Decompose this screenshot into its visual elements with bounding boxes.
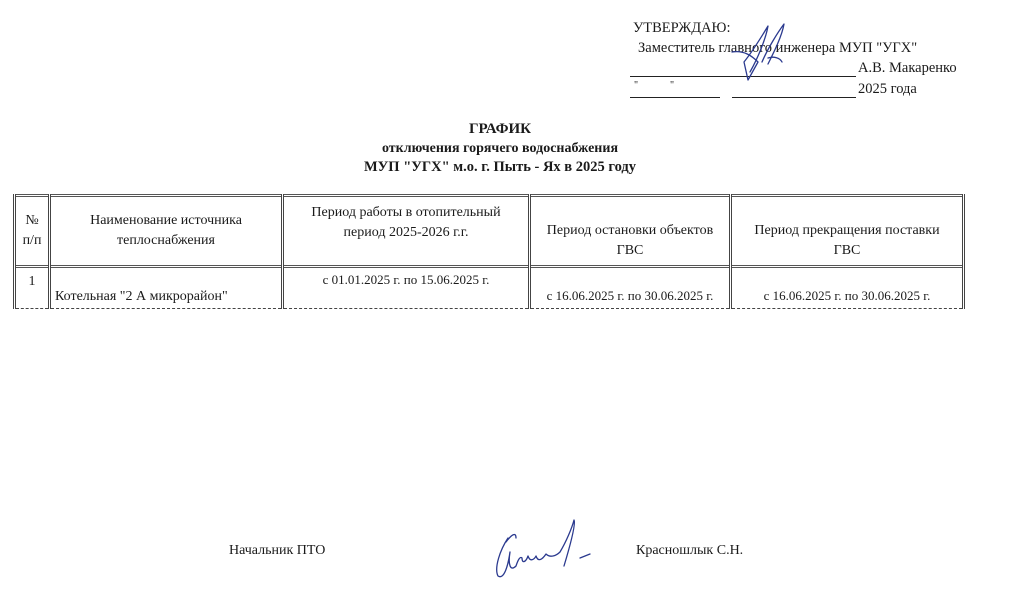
- day-blank: " ": [630, 80, 720, 98]
- title-line-3: МУП "УГХ" м.о. г. Пыть - Ях в 2025 году: [363, 159, 637, 175]
- cell-source: Котельная "2 А микрорайон": [50, 267, 283, 309]
- document-title: [0, 120, 1000, 177]
- table-header-row: [15, 196, 964, 267]
- cell-work-period: с 01.01.2025 г. по 15.06.2025 г.: [283, 267, 530, 309]
- cell-stop-period: с 16.06.2025 г. по 30.06.2025 г.: [530, 267, 731, 309]
- cell-supply-stop-period: с 16.06.2025 г. по 30.06.2025 г.: [731, 267, 964, 309]
- title-line-1: ГРАФИК: [468, 121, 532, 137]
- cell-num: 1: [15, 267, 50, 309]
- title-line-2: отключения горячего водоснабжения: [381, 141, 619, 156]
- footer-role: Начальник ПТО: [229, 543, 326, 558]
- header-supply-stop-period: Период прекращения поставки ГВС: [731, 196, 964, 267]
- header-stop-period: Период остановки объектов ГВС: [530, 196, 731, 267]
- approval-signature-line: [630, 60, 957, 77]
- schedule-table: [13, 194, 965, 309]
- header-work-period: Период работы в отопительный период 2025-2026 г.г.: [283, 196, 530, 267]
- approval-signer: А.В. Макаренко: [858, 60, 957, 76]
- pto-head-signature-icon: [486, 516, 606, 586]
- table-row: [15, 267, 964, 309]
- footer-name: Красношлык С.Н.: [636, 543, 744, 558]
- approver-signature-icon: [722, 22, 792, 84]
- header-num: № п/п: [15, 196, 50, 267]
- header-source: Наименование источника теплоснабжения: [50, 196, 283, 267]
- approval-role: Заместитель главного инженера МУП "УГХ": [638, 40, 918, 56]
- approval-year: 2025 года: [858, 81, 917, 97]
- approval-label: УТВЕРЖДАЮ:: [633, 20, 731, 36]
